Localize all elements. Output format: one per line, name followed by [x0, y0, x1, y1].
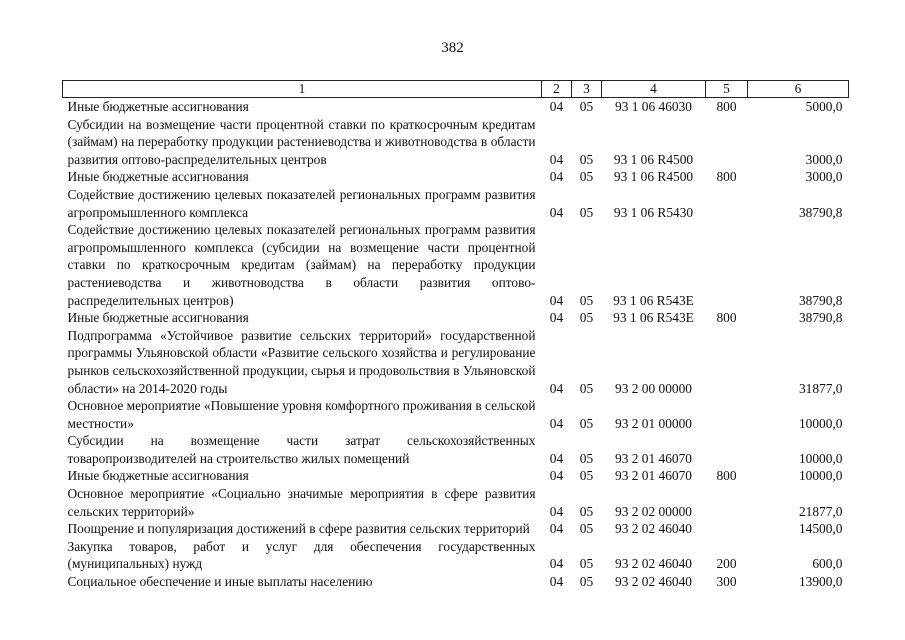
column-header-target-code: 4	[602, 81, 706, 98]
row-subsection: 05	[579, 292, 594, 308]
row-name: Основное мероприятие «Социально значимые мероприятия в сфере развития сельских территорий»	[67, 486, 536, 519]
column-header-expense-type: 5	[706, 81, 748, 98]
row-subsection: 05	[579, 415, 594, 431]
row-target-code: 93 1 06 R4500	[613, 151, 694, 167]
column-header-amount: 6	[748, 81, 849, 98]
row-target-code: 93 2 02 00000	[615, 503, 692, 519]
row-name: Субсидии на возмещение части затрат сельскохозяйственных товаропроизводителей на строительство жилых помещений	[67, 433, 536, 466]
row-expense-type	[706, 116, 748, 169]
row-name: Субсидии на возмещение части процентной ставки по краткосрочным кредитам (займам) на переработку продукции растениеводства и животноводства в области развития оптово-распределительных центров	[67, 116, 536, 167]
row-expense-type: 800	[716, 169, 737, 185]
row-name: Иные бюджетные ассигнования	[67, 310, 249, 326]
table-row	[63, 309, 849, 327]
column-header-name: 1	[63, 81, 542, 98]
table-row	[63, 485, 849, 520]
row-expense-type	[706, 520, 748, 538]
row-section: 04	[549, 99, 564, 114]
row-target-code: 93 1 06 R4500	[613, 169, 694, 185]
row-subsection: 05	[579, 450, 594, 466]
row-section: 04	[549, 151, 564, 167]
row-name: Иные бюджетные ассигнования	[67, 169, 249, 185]
row-section: 04	[549, 169, 564, 185]
row-amount: 21877,0	[798, 503, 843, 519]
table-row	[63, 520, 849, 538]
row-section: 04	[549, 380, 564, 396]
row-amount: 31877,0	[798, 380, 843, 396]
table-header-row	[63, 81, 849, 98]
row-section: 04	[549, 468, 564, 484]
row-amount: 10000,0	[798, 468, 843, 484]
row-target-code: 93 1 06 R543E	[613, 292, 694, 308]
row-subsection: 05	[579, 556, 594, 572]
column-header-section: 2	[542, 81, 572, 98]
row-section: 04	[549, 521, 564, 537]
row-expense-type	[706, 432, 748, 467]
row-expense-type	[706, 221, 748, 309]
row-name: Закупка товаров, работ и услуг для обеспечения государственных (муниципальных) нужд	[67, 538, 536, 572]
table-row	[63, 186, 849, 221]
row-expense-type: 800	[716, 468, 737, 484]
row-subsection: 05	[579, 99, 594, 114]
row-target-code: 93 2 01 46070	[615, 450, 692, 466]
row-subsection: 05	[579, 310, 594, 326]
row-target-code: 93 2 02 46040	[615, 521, 692, 537]
row-name: Подпрограмма «Устойчивое развитие сельских территорий» государственной программы Ульяновской области «Развитие сельского хозяйства и регулирование рынков сельскохозяйственной продукции, сырья и продовольствия в Ульяновской области» на 2014-2020 годы	[67, 327, 536, 396]
table-row	[63, 98, 849, 116]
row-amount: 38790,8	[798, 292, 843, 308]
row-subsection: 05	[579, 574, 594, 590]
row-section: 04	[549, 503, 564, 519]
row-section: 04	[549, 556, 564, 572]
table-row	[63, 397, 849, 432]
row-target-code: 93 2 01 00000	[615, 415, 692, 431]
row-amount: 38790,8	[798, 310, 843, 326]
table-row	[63, 467, 849, 485]
row-target-code: 93 2 02 46040	[615, 556, 692, 572]
budget-table	[62, 80, 849, 591]
row-name: Иные бюджетные ассигнования	[67, 99, 249, 114]
page-number: 382	[441, 40, 464, 56]
row-expense-type: 300	[716, 574, 737, 590]
row-section: 04	[549, 204, 564, 220]
row-target-code: 93 1 06 R5430	[613, 204, 694, 220]
table-row	[63, 327, 849, 397]
row-name: Иные бюджетные ассигнования	[67, 468, 249, 484]
row-target-code: 93 1 06 R543E	[613, 310, 694, 326]
row-name: Поощрение и популяризация достижений в сфере развития сельских территорий	[67, 521, 530, 537]
row-amount: 13900,0	[798, 574, 843, 590]
row-amount: 3000,0	[805, 151, 843, 167]
row-name: Содействие достижению целевых показателей региональных программ развития агропромышленного комплекса	[67, 186, 536, 220]
row-amount: 14500,0	[798, 521, 843, 537]
row-amount: 38790,8	[798, 204, 843, 220]
row-name: Содействие достижению целевых показателей региональных программ развития агропромышленного комплекса (субсидии на возмещение части процентной ставки по краткосрочным кредитам (займам) на переработку продукции растениеводства и животноводства в области развития оптово-распределительных центров)	[67, 222, 536, 308]
table-row	[63, 221, 849, 309]
row-expense-type	[706, 186, 748, 221]
row-subsection: 05	[579, 380, 594, 396]
row-expense-type	[706, 327, 748, 397]
row-target-code: 93 2 01 46070	[615, 468, 692, 484]
row-amount: 10000,0	[798, 450, 843, 466]
row-section: 04	[549, 574, 564, 590]
table-row	[63, 432, 849, 467]
row-subsection: 05	[579, 503, 594, 519]
table-row	[63, 573, 849, 591]
row-name: Основное мероприятие «Повышение уровня комфортного проживания в сельской местности»	[67, 398, 536, 431]
row-subsection: 05	[579, 468, 594, 484]
row-subsection: 05	[579, 204, 594, 220]
row-expense-type: 200	[716, 556, 737, 572]
row-subsection: 05	[579, 151, 594, 167]
row-target-code: 93 2 02 46040	[615, 574, 692, 590]
row-amount: 10000,0	[798, 415, 843, 431]
row-section: 04	[549, 310, 564, 326]
row-subsection: 05	[579, 169, 594, 185]
table-row	[63, 538, 849, 573]
row-amount: 3000,0	[805, 169, 843, 185]
table-row	[63, 168, 849, 186]
row-target-code: 93 1 06 46030	[615, 99, 692, 114]
column-header-subsection: 3	[572, 81, 602, 98]
row-section: 04	[549, 415, 564, 431]
row-section: 04	[549, 292, 564, 308]
row-expense-type: 800	[716, 99, 737, 114]
row-target-code: 93 2 00 00000	[615, 380, 692, 396]
row-amount: 600,0	[812, 556, 843, 572]
row-name: Социальное обеспечение и иные выплаты населению	[67, 574, 373, 590]
table-row	[63, 116, 849, 169]
row-expense-type	[706, 485, 748, 520]
row-section: 04	[549, 450, 564, 466]
row-subsection: 05	[579, 521, 594, 537]
row-amount: 5000,0	[805, 99, 843, 114]
row-expense-type	[706, 397, 748, 432]
row-expense-type: 800	[716, 310, 737, 326]
